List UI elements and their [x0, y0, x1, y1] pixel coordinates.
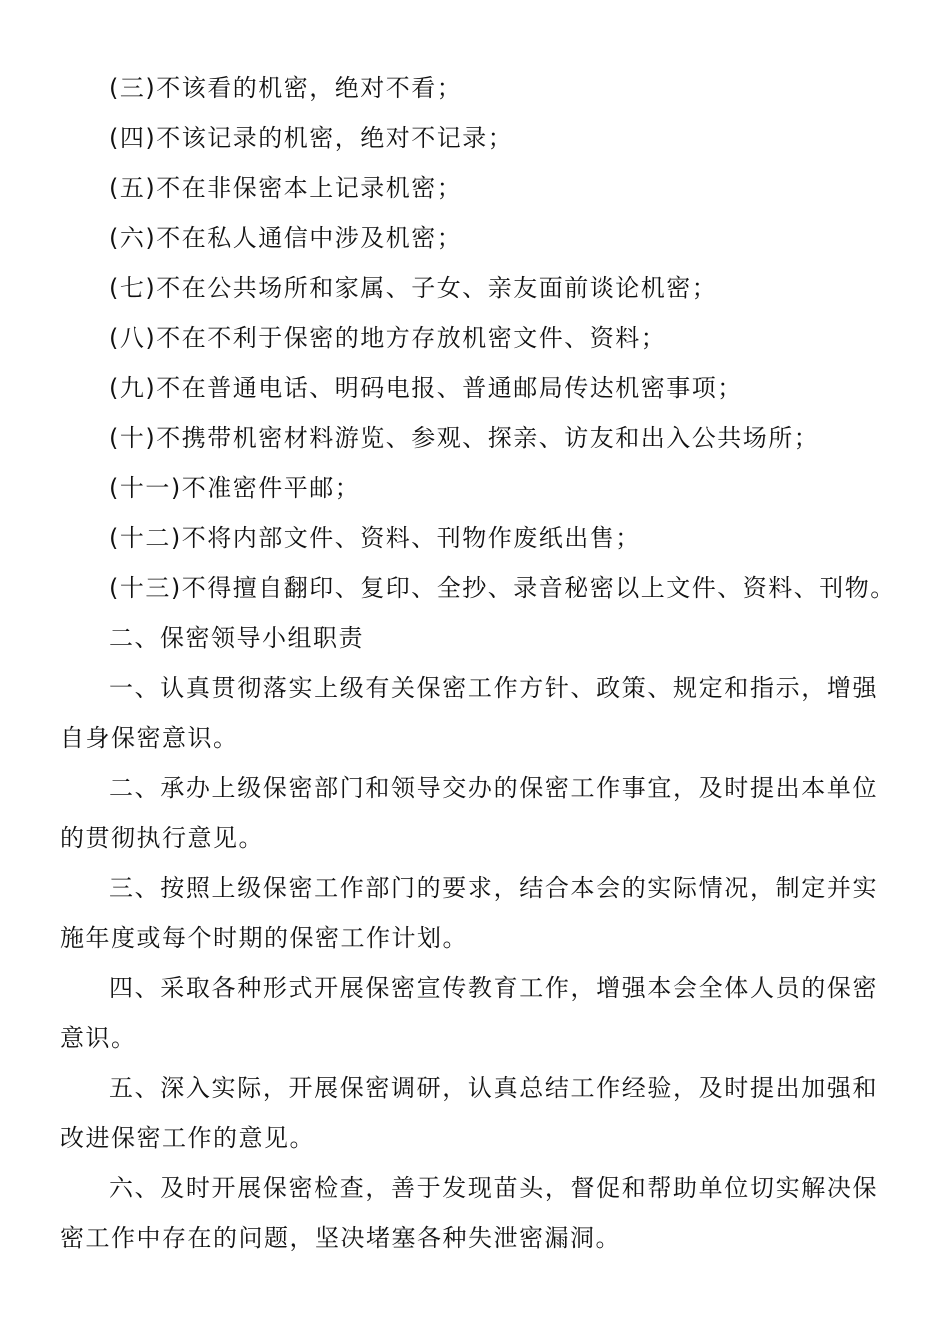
duty-paragraph-3: 三、按照上级保密工作部门的要求，结合本会的实际情况，制定并实施年度或每个时期的保密工作计划。 [60, 874, 878, 952]
rule-item-3: (三)不该看的机密，绝对不看； [109, 74, 463, 102]
duty-paragraph-6: 六、及时开展保密检查，善于发现苗头，督促和帮助单位切实解决保密工作中存在的问题，坚决堵塞各种失泄密漏洞。 [60, 1174, 878, 1252]
rule-item-12: (十二)不将内部文件、资料、刊物作废纸出售； [109, 524, 641, 552]
rule-item-4: (四)不该记录的机密，绝对不记录； [109, 124, 514, 152]
section-heading: 二、保密领导小组职责 [109, 624, 364, 652]
rule-item-11: (十一)不准密件平邮； [109, 474, 361, 502]
rule-item-13: (十三)不得擅自翻印、复印、全抄、录音秘密以上文件、资料、刊物。 [109, 574, 896, 602]
rule-item-9: (九)不在普通电话、明码电报、普通邮局传达机密事项； [109, 374, 743, 402]
duty-paragraph-5: 五、深入实际，开展保密调研，认真总结工作经验，及时提出加强和改进保密工作的意见。 [60, 1074, 878, 1152]
rule-item-5: (五)不在非保密本上记录机密； [109, 174, 463, 202]
duty-paragraph-4: 四、采取各种形式开展保密宣传教育工作，增强本会全体人员的保密意识。 [60, 974, 878, 1052]
duty-paragraph-2: 二、承办上级保密部门和领导交办的保密工作事宜，及时提出本单位的贯彻执行意见。 [60, 774, 878, 852]
rule-item-7: (七)不在公共场所和家属、子女、亲友面前谈论机密； [109, 274, 718, 302]
duty-paragraph-1: 一、认真贯彻落实上级有关保密工作方针、政策、规定和指示，增强自身保密意识。 [60, 674, 878, 752]
rule-item-10: (十)不携带机密材料游览、参观、探亲、访友和出入公共场所； [109, 424, 820, 452]
rule-item-6: (六)不在私人通信中涉及机密； [109, 224, 463, 252]
rule-item-8: (八)不在不利于保密的地方存放机密文件、资料； [109, 324, 667, 352]
